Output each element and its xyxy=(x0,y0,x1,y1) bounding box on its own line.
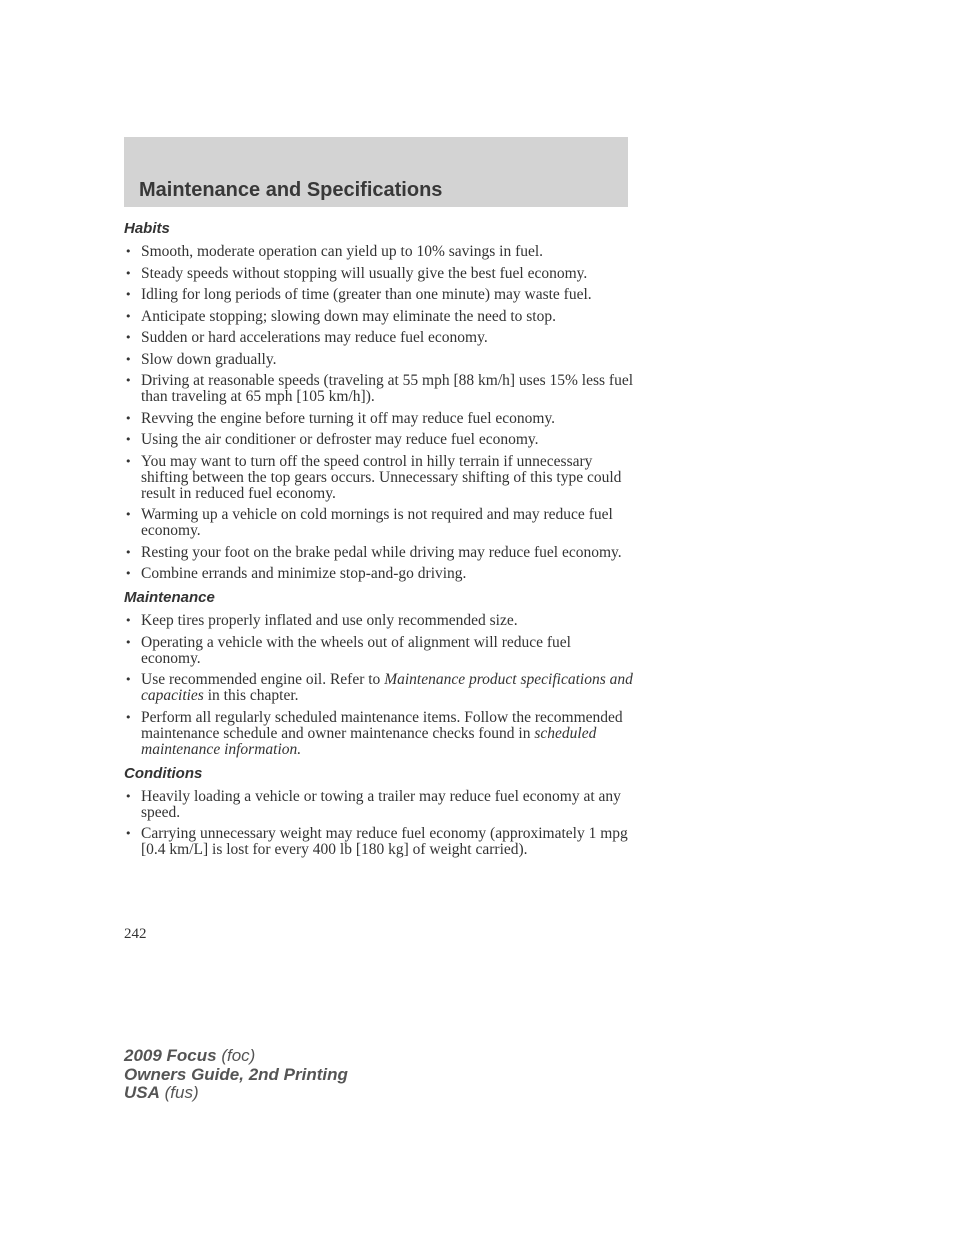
page-content xyxy=(124,219,634,864)
list-item: • Carrying unnecessary weight may reduce fuel economy (approximately 1 mpg [0.4 km/L] is lost for every 400 lb [180 kg] of weight carried). xyxy=(124,826,634,858)
maintenance-list xyxy=(124,613,634,758)
conditions-list xyxy=(124,789,634,859)
cross-reference-link: scheduled maintenance information. xyxy=(141,724,597,758)
list-item: • Resting your foot on the brake pedal while driving may reduce fuel economy. xyxy=(124,545,634,561)
list-item: • Idling for long periods of time (greater than one minute) may waste fuel. xyxy=(124,287,634,303)
list-item: • Revving the engine before turning it off may reduce fuel economy. xyxy=(124,411,634,427)
list-item: • Operating a vehicle with the wheels out of alignment will reduce fuel economy. xyxy=(124,635,634,667)
list-item: • Use recommended engine oil. Refer to Maintenance product specifications and capacities in this chapter. xyxy=(124,672,634,704)
list-item: • Smooth, moderate operation can yield up to 10% savings in fuel. xyxy=(124,244,634,260)
list-item: • Using the air conditioner or defroster may reduce fuel economy. xyxy=(124,432,634,448)
footer-edition: Owners Guide, 2nd Printing xyxy=(124,1064,348,1084)
footer-model: 2009 Focus xyxy=(124,1046,217,1065)
list-item: • Driving at reasonable speeds (traveling at 55 mph [88 km/h] uses 15% less fuel than traveling at 65 mph [105 km/h]). xyxy=(124,373,634,405)
habits-list xyxy=(124,244,634,582)
list-item: • Perform all regularly scheduled maintenance items. Follow the recommended maintenance schedule and owner maintenance checks found in scheduled maintenance information. xyxy=(124,710,634,758)
list-item: • Heavily loading a vehicle or towing a trailer may reduce fuel economy at any speed. xyxy=(124,789,634,821)
list-item: • Steady speeds without stopping will usually give the best fuel economy. xyxy=(124,266,634,282)
list-item: • Sudden or hard accelerations may reduce fuel economy. xyxy=(124,330,634,346)
list-item: • Anticipate stopping; slowing down may eliminate the need to stop. xyxy=(124,309,634,325)
list-item: • Keep tires properly inflated and use only recommended size. xyxy=(124,613,634,629)
section-heading-maintenance: Maintenance xyxy=(124,589,215,606)
list-item: • You may want to turn off the speed control in hilly terrain if unnecessary shifting between the top gears occurs. Unnecessary shifting of this type could result in reduced fuel economy. xyxy=(124,454,634,502)
section-header-band xyxy=(124,137,628,207)
document-footer: 2009 Focus (foc) Owners Guide, 2nd Printing USA (fus) xyxy=(124,1046,348,1102)
page-title: Maintenance and Specifications xyxy=(139,179,443,201)
page-number: 242 xyxy=(124,926,147,942)
list-item: • Warming up a vehicle on cold mornings is not required and may reduce fuel economy. xyxy=(124,507,634,539)
section-heading-habits: Habits xyxy=(124,220,170,237)
list-item: • Slow down gradually. xyxy=(124,352,634,368)
section-heading-conditions: Conditions xyxy=(124,764,203,782)
list-item: • Combine errands and minimize stop-and-go driving. xyxy=(124,566,634,582)
footer-market: USA xyxy=(124,1083,160,1102)
cross-reference-link: Maintenance product specifications and capacities xyxy=(141,671,633,704)
